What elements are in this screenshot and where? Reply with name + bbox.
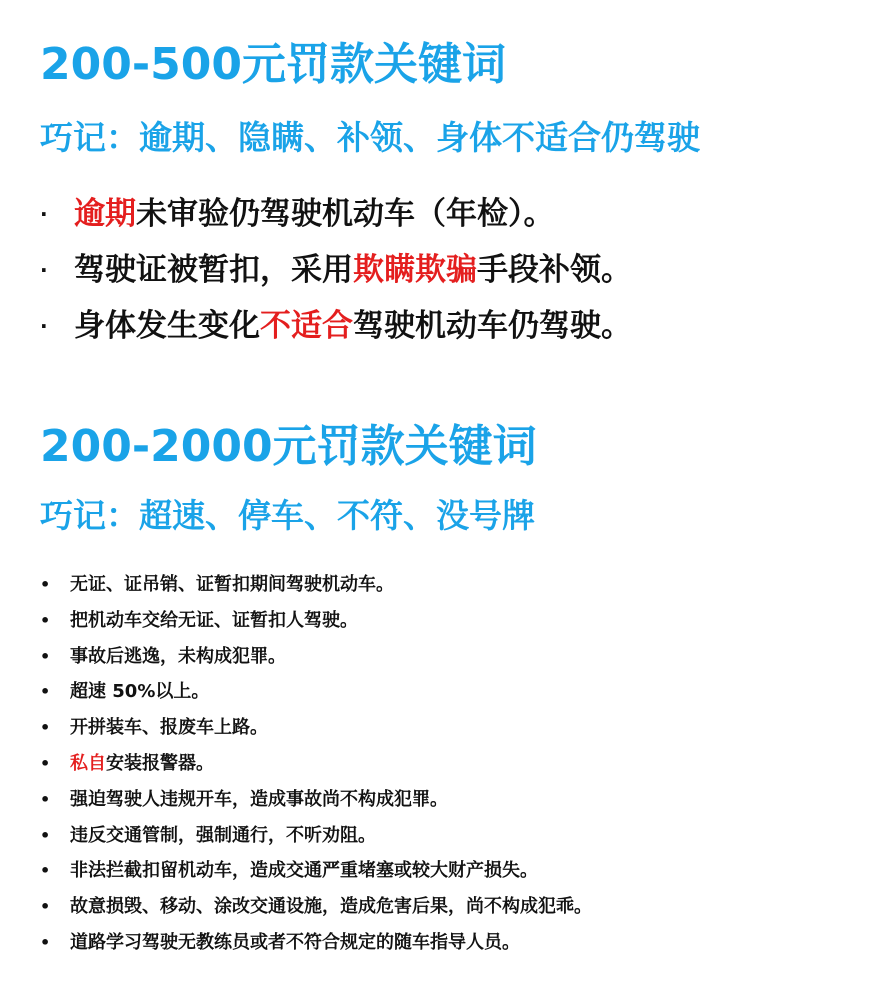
bullet-dot: • [40,718,51,738]
bullet-dot: • [40,753,51,773]
list-item [40,853,592,889]
bullet-dot: · [40,258,48,282]
item-text: 非法拦截扣留机动车，造成交通严重堵塞或较大财产损失。 [70,860,538,882]
item-text: 事故后逃逸，未构成犯罪。 [70,645,286,667]
bullet-dot: • [40,682,51,702]
list-item [40,782,592,818]
item-text: 超速 50%以上。 [70,681,210,703]
item-highlight: 欺瞒欺骗 [353,252,477,288]
list-item [40,925,592,961]
item-text: 把机动车交给无证、证暂扣人驾驶。 [70,609,358,631]
list-item [40,298,632,354]
item-highlight: 逾期 [74,196,136,232]
bullet-dot: • [40,789,51,809]
list-item [40,567,592,603]
section2-list [40,567,592,961]
bullet-dot: · [40,314,48,338]
bullet-dot: • [40,646,51,666]
list-item [40,889,592,925]
item-text-tail: 安装报警器。 [106,752,214,774]
list-item [40,639,592,675]
item-text-tail: 手段补领。 [477,252,632,288]
bullet-dot: • [40,575,51,594]
bullet-dot: · [40,202,48,226]
section1-tip: 巧记：逾期、隐瞒、补领、身体不适合仍驾驶 [40,118,700,157]
section1-list [40,186,632,354]
item-text: 道路学习驾驶无教练员或者不符合规定的随车指导人员。 [70,931,520,953]
item-text: 驾驶证被暂扣，采用 [74,252,353,288]
section1-title: 200-500元罚款关键词 [40,39,506,90]
bullet-dot: • [40,610,51,630]
bullet-dot: • [40,897,51,917]
item-text: 违反交通管制，强制通行，不听劝阻。 [70,824,376,846]
list-item [40,242,632,298]
item-text-tail: 驾驶机动车仍驾驶。 [353,308,632,344]
bullet-dot: • [40,861,51,881]
item-highlight: 不适合 [260,308,353,344]
list-item [40,603,592,639]
item-text: 无证、证吊销、证暂扣期间驾驶机动车。 [70,574,394,595]
list-item [40,710,592,746]
item-text: 强迫驾驶人违规开车，造成事故尚不构成犯罪。 [70,788,448,810]
bullet-dot: • [40,825,51,845]
item-text: 身体发生变化 [74,308,260,344]
item-text: 故意损毁、移动、涂改交通设施，造成危害后果，尚不构成犯乖。 [70,896,592,918]
list-item [40,186,632,242]
list-item [40,746,592,782]
item-text: 开拼装车、报废车上路。 [70,717,268,739]
item-text-tail: 未审验仍驾驶机动车（年检）。 [136,196,555,232]
bullet-dot: • [40,932,51,952]
item-highlight: 私自 [70,752,106,774]
list-item [40,818,592,854]
section2-tip: 巧记：超速、停车、不符、没号牌 [40,496,535,535]
section2-title: 200-2000元罚款关键词 [40,421,537,472]
list-item [40,674,592,710]
